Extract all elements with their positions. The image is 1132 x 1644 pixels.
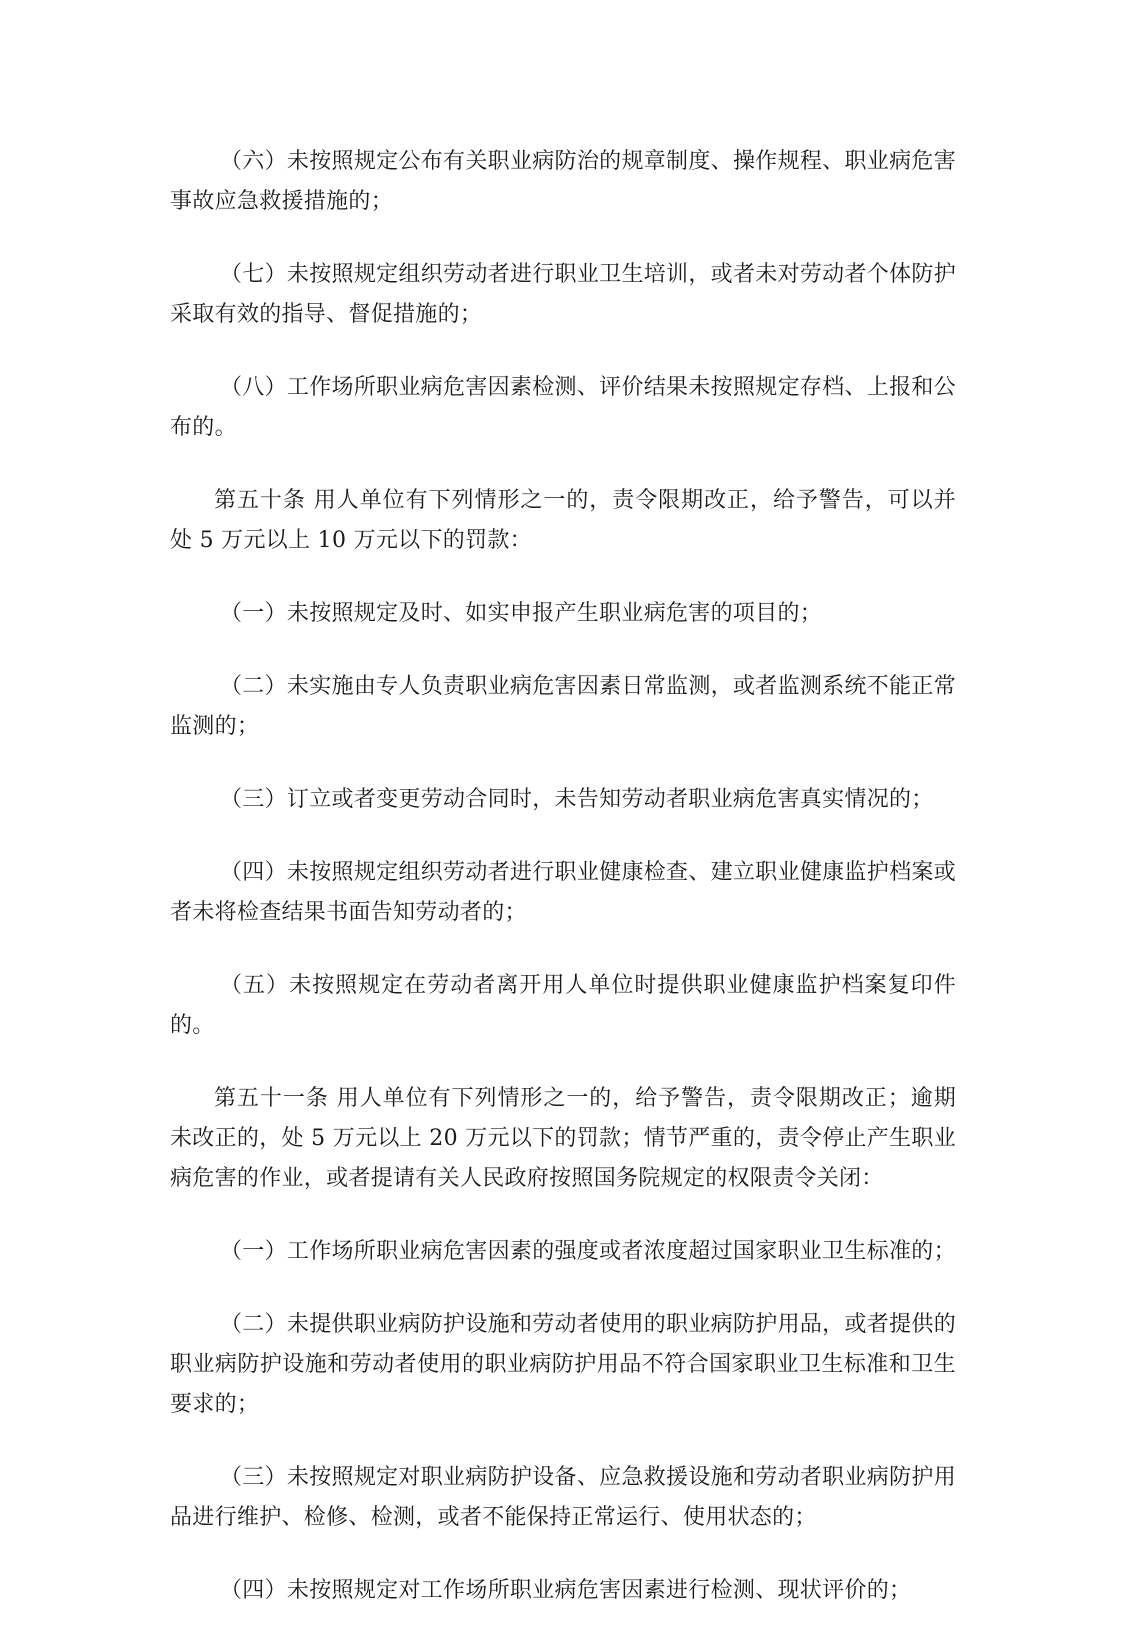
article-50-item-3: （三）订立或者变更劳动合同时，未告知劳动者职业病危害真实情况的； — [220, 787, 934, 812]
article-51-item-4: （四）未按照规定对工作场所职业病危害因素进行检测、现状评价的； — [220, 1578, 912, 1603]
article-51-item-3: （三）未按照规定对职业病防护设备、应急救援设施和劳动者职业病防护用品进行维护、检修、检测，或者不能保持正常运行、使用状态的； — [170, 1465, 956, 1530]
article-51: 第五十一条 用人单位有下列情形之一的，给予警告，责令限期改正；逾期未改正的，处 5 万元以上 20 万元以下的罚款；情节严重的，责令停止产生职业病危害的作业，或者提请有关人民政府按照国务院规定的权限责令关闭： — [170, 1086, 956, 1191]
document-body — [170, 142, 956, 1644]
paragraph-item-7: （七）未按照规定组织劳动者进行职业卫生培训，或者未对劳动者个体防护采取有效的指导、督促措施的； — [170, 262, 956, 327]
article-50: 第五十条 用人单位有下列情形之一的，责令限期改正，给予警告，可以并处 5 万元以上 10 万元以下的罚款： — [170, 488, 956, 553]
paragraph-item-8: （八）工作场所职业病危害因素检测、评价结果未按照规定存档、上报和公布的。 — [170, 375, 956, 440]
article-50-item-5: （五）未按照规定在劳动者离开用人单位时提供职业健康监护档案复印件的。 — [170, 973, 956, 1038]
article-50-item-2: （二）未实施由专人负责职业病危害因素日常监测，或者监测系统不能正常监测的； — [170, 674, 956, 739]
article-51-item-2: （二）未提供职业病防护设施和劳动者使用的职业病防护用品，或者提供的职业病防护设施和劳动者使用的职业病防护用品不符合国家职业卫生标准和卫生要求的； — [170, 1312, 956, 1417]
article-50-item-1: （一）未按照规定及时、如实申报产生职业病危害的项目的； — [220, 601, 823, 626]
article-51-item-1: （一）工作场所职业病危害因素的强度或者浓度超过国家职业卫生标准的； — [220, 1239, 956, 1264]
article-50-item-4: （四）未按照规定组织劳动者进行职业健康检查、建立职业健康监护档案或者未将检查结果书面告知劳动者的； — [170, 860, 956, 925]
paragraph-item-6: （六）未按照规定公布有关职业病防治的规章制度、操作规程、职业病危害事故应急救援措施的； — [170, 149, 956, 214]
